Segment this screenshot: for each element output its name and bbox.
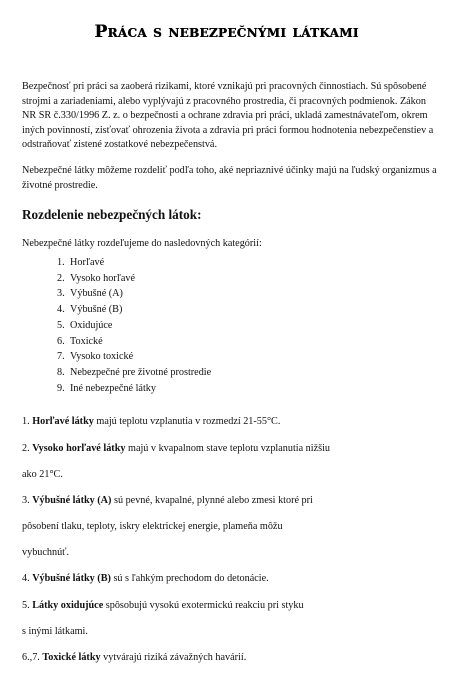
list-number: 5. <box>57 319 65 331</box>
detail-text: s inými látkami. <box>22 626 88 637</box>
categories-intro: Nebezpečné látky rozdeľujeme do nasledovných kategórií: <box>22 238 262 249</box>
detail-line <box>22 495 313 506</box>
detail-text: vytvárajú riziká závažných havárií. <box>100 652 247 663</box>
list-number: 2. <box>57 272 65 284</box>
list-number: 7. <box>57 351 65 363</box>
list-label: Nebezpečné pre životné prostredie <box>70 366 212 378</box>
list-number: 8. <box>57 366 65 378</box>
detail-number: 5. <box>22 600 30 611</box>
detail-number: 2. <box>22 443 30 454</box>
intro-paragraph: Bezpečnosť pri práci sa zaoberá rizikami, ktoré vznikajú pri pracovných činnostiach. Sú spôsobené strojmi a zariadeniami, alebo vyplývajú z pracovného prostredia, či pracovných podmienok. Zákon NR SR č.330/1996 Z. z. o bezpečnosti a ochrane zdravia pri práci, ukladá zamestnávateľom, okrem iných povinností, zisťovať ohrozenia života a zdravia pri práci formou hodnotenia nebezpečenstiev a odstraňovať zistené zostatkové nebezpečenstvá. <box>22 81 434 151</box>
categories-list <box>57 255 211 396</box>
detail-text: sú s ľahkým prechodom do detonácie. <box>110 573 269 584</box>
list-item <box>57 302 211 318</box>
detail-number: 3. <box>22 495 30 506</box>
detail-term: Výbušné látky <box>32 573 95 584</box>
detail-line <box>22 652 246 663</box>
list-label: Vysoko horľavé <box>70 272 135 284</box>
list-number: 9. <box>57 382 65 394</box>
list-item <box>57 271 211 287</box>
list-item <box>57 349 211 365</box>
list-item <box>57 381 211 397</box>
detail-line <box>22 416 280 427</box>
detail-text: ako 21°C. <box>22 469 63 480</box>
detail-term: Horľavé látky <box>32 416 94 427</box>
detail-text: majú teplotu vzplanutia v rozmedzí 21-55°C. <box>93 416 281 427</box>
detail-line <box>22 573 269 584</box>
list-label: Toxické <box>70 335 103 347</box>
section-heading: Rozdelenie nebezpečných látok: <box>22 207 202 222</box>
detail-text: spôsobujú vysokú exotermickú reakciu pri styku <box>103 600 304 611</box>
list-label: Iné nebezpečné látky <box>70 382 156 394</box>
detail-line <box>22 521 283 532</box>
detail-text: majú v kvapalnom stave teplotu vzplanutia nižšiu <box>125 443 331 454</box>
detail-text: vybuchnúť. <box>22 547 70 558</box>
list-item <box>57 334 211 350</box>
detail-line <box>22 547 69 558</box>
detail-term-suffix: (B) <box>94 573 111 584</box>
detail-number: 4. <box>22 573 30 584</box>
detail-term: Toxické látky <box>42 652 101 663</box>
list-number: 3. <box>57 288 65 300</box>
list-number: 1. <box>57 257 65 268</box>
list-label: Oxidujúce <box>70 319 113 331</box>
detail-term: Výbušné látky (A) <box>32 495 112 506</box>
list-label: Vysoko toxické <box>70 351 134 363</box>
list-label: Výbušné (A) <box>70 288 123 300</box>
detail-line <box>22 600 304 611</box>
intro-paragraph-2: Nebezpečné látky môžeme rozdeliť podľa toho, aké nepriaznivé účinky majú na ľudský organizmus a životné prostredie. <box>22 165 437 191</box>
list-number: 6. <box>57 335 65 347</box>
detail-number: 1. <box>22 416 30 427</box>
list-item <box>57 318 211 334</box>
list-item <box>57 255 211 271</box>
detail-term: Vysoko horľavé látky <box>32 443 126 454</box>
detail-line <box>22 443 330 454</box>
list-label: Výbušné (B) <box>70 304 123 316</box>
page-title: Práca s nebezpečnými látkami <box>94 22 359 42</box>
detail-number: 6.,7. <box>22 652 40 663</box>
list-label: Horľavé <box>70 257 105 268</box>
detail-text: sú pevné, kvapalné, plynné alebo zmesi ktoré pri <box>111 495 313 506</box>
detail-line <box>22 626 88 637</box>
list-item <box>57 365 211 381</box>
detail-text: pôsobení tlaku, teploty, iskry elektrickej energie, plameňa môžu <box>22 521 283 532</box>
detail-term: Látky oxidujúce <box>32 600 104 611</box>
list-number: 4. <box>57 304 65 316</box>
list-item <box>57 286 211 302</box>
detail-line <box>22 469 63 480</box>
